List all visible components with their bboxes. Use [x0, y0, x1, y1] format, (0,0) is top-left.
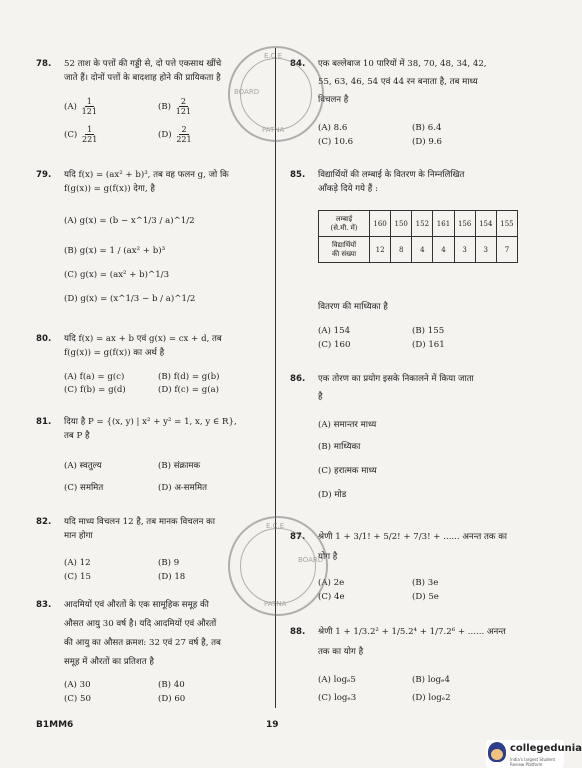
question-number: 79. — [36, 170, 52, 180]
option-b: (B) logₑ4 — [412, 675, 450, 685]
table-row — [319, 211, 518, 237]
question-number: 86. — [290, 374, 306, 384]
table-cell: 161 — [433, 211, 454, 237]
table-row — [319, 237, 518, 263]
table-cell: 150 — [391, 211, 412, 237]
option-a: (A) f(a) = g(c) — [64, 372, 125, 382]
option-a: (A) 12 — [64, 558, 91, 568]
question-number: 87. — [290, 532, 306, 542]
question-text: एक बल्लेबाज 10 पारियों में 38, 70, 48, 34, 42, — [318, 59, 487, 69]
question-text: f(g(x)) = g(f(x)) देगा, है — [64, 184, 155, 194]
option-c: (C) f(b) = g(d) — [64, 385, 126, 395]
option-b: (B) f(d) = g(b) — [158, 372, 220, 382]
question-number: 83. — [36, 600, 52, 610]
table-cell: 152 — [412, 211, 433, 237]
question-text: औसत आयु 30 वर्ष है। यदि आदमियों एवं औरतों — [64, 619, 217, 629]
table-cell: 156 — [454, 211, 475, 237]
question-88 — [290, 625, 520, 710]
option-c: (C) 10.6 — [318, 137, 354, 147]
board-stamp: E.C.E BOARD PATNA — [228, 46, 324, 142]
option-c: (C) 4e — [318, 592, 345, 602]
question-85 — [290, 168, 520, 358]
question-number: 80. — [36, 334, 52, 344]
option-c: (C) $\frac{1}{221}$ — [64, 125, 98, 144]
option-b: (B) 155 — [412, 326, 445, 336]
option-c: (C) logₑ3 — [318, 693, 357, 703]
option-d: (D) g(x) = (x^1/3 − b / a)^1/2 — [64, 294, 196, 304]
board-stamp: E.C.E BOARD PATNA — [228, 516, 328, 616]
question-80 — [36, 332, 272, 402]
question-text: आँकड़े दिये गये हैं : — [318, 184, 378, 194]
option-b: (B) माध्यिका — [318, 442, 361, 452]
option-d: (D) logₑ2 — [412, 693, 451, 703]
question-text: समूह में औरतों का प्रतिशत है — [64, 657, 154, 667]
question-text: है — [318, 392, 323, 402]
table-header: लम्बाई (से.मी. में) — [319, 211, 370, 237]
height-distribution-table — [318, 210, 518, 263]
option-d: (D) f(c) = g(a) — [158, 385, 220, 395]
question-84 — [290, 57, 520, 153]
option-b: (B) 40 — [158, 680, 185, 690]
option-c: (C) सममित — [64, 483, 104, 493]
option-c: (C) 50 — [64, 694, 91, 704]
option-b: (B) g(x) = 1 / (ax² + b)³ — [64, 246, 166, 256]
option-a: (A) स्वतुल्य — [64, 461, 102, 471]
question-text: की आयु का औसत क्रमश: 32 एवं 27 वर्ष है, तब — [64, 638, 221, 648]
table-header: विद्यार्थियों की संख्या — [319, 237, 370, 263]
table-cell: 160 — [370, 211, 391, 237]
collegedunia-logo: collegedunia India's largest Student Review Platform — [486, 740, 564, 768]
option-a: (A) समान्तर माध्य — [318, 420, 377, 430]
option-b: (B) 6.4 — [412, 123, 442, 133]
option-b: (B) 3e — [412, 578, 439, 588]
question-text: आदमियों एवं औरतों के एक सामूहिक समूह की — [64, 600, 209, 610]
table-cell: 155 — [496, 211, 517, 237]
question-text: योग है — [318, 552, 338, 562]
option-d: (D) 18 — [158, 572, 186, 582]
option-d: (D) 5e — [412, 592, 439, 602]
question-number: 88. — [290, 627, 306, 637]
question-number: 85. — [290, 170, 306, 180]
question-81 — [36, 415, 272, 497]
question-number: 78. — [36, 59, 52, 69]
question-text: जाते हैं। दोनों पत्तों के बादशाह होने की प्रायिकता है — [64, 73, 221, 83]
paper-code: B1MM6 — [36, 720, 74, 730]
question-83 — [36, 598, 272, 706]
option-a: (A) g(x) = (b − x^1/3 / a)^1/2 — [64, 216, 195, 226]
question-text: श्रेणी 1 + 3/1! + 5/2! + 7/3! + ...... अनन्त तक का — [318, 532, 508, 542]
option-d: (D) मोड — [318, 490, 347, 500]
question-text: विद्यार्थियों की लम्बाई के वितरण के निम्नलिखित — [318, 170, 465, 180]
table-cell: 8 — [391, 237, 412, 263]
option-b: (B) 9 — [158, 558, 180, 568]
question-text: तब P है — [64, 431, 90, 441]
table-cell: 4 — [412, 237, 433, 263]
option-d: (D) अ-सममित — [158, 483, 208, 493]
question-number: 81. — [36, 417, 52, 427]
option-d: (D) 161 — [412, 340, 445, 350]
question-text: वितरण की माध्यिका है — [318, 302, 388, 312]
question-text: श्रेणी 1 + 1/3.2² + 1/5.2⁴ + 1/7.2⁶ + ...... अनन्त — [318, 627, 506, 637]
question-number: 82. — [36, 517, 52, 527]
option-a: (A) $\frac{1}{121}$ — [64, 97, 97, 116]
question-text: 55, 63, 46, 54 एवं 44 रन बनाता है, तब माध्य — [318, 77, 478, 87]
page-number: 19 — [266, 720, 279, 730]
option-c: (C) हरात्मक माध्य — [318, 466, 377, 476]
option-b: (B) $\frac{2}{121}$ — [158, 97, 192, 116]
question-text: 52 ताश के पत्तों की गड्डी से, दो पत्ते एकसाथ खींचे — [64, 59, 222, 69]
question-text: f(g(x)) = g(f(x)) का अर्थ है — [64, 348, 165, 358]
table-cell: 3 — [475, 237, 496, 263]
option-c: (C) g(x) = (ax² + b)^1/3 — [64, 270, 170, 280]
question-text: तक का योग है — [318, 647, 364, 657]
table-cell: 4 — [433, 237, 454, 263]
option-d: (D) 60 — [158, 694, 186, 704]
option-a: (A) 8.6 — [318, 123, 348, 133]
option-a: (A) logₑ5 — [318, 675, 356, 685]
option-d: (D) $\frac{2}{221}$ — [158, 125, 192, 144]
question-text: यदि माध्य विचलन 12 है, तब मानक विचलन का — [64, 517, 215, 527]
question-number: 84. — [290, 59, 306, 69]
option-a: (A) 2e — [318, 578, 345, 588]
question-text: यदि f(x) = ax + b एवं g(x) = cx + d, तब — [64, 334, 222, 344]
table-cell: 3 — [454, 237, 475, 263]
option-d: (D) 9.6 — [412, 137, 442, 147]
option-a: (A) 154 — [318, 326, 351, 336]
question-text: मान होगा — [64, 531, 93, 541]
question-text: विचलन है — [318, 95, 349, 105]
question-text: दिया है P = {(x, y) | x² + y² = 1, x, y ∈ R}, — [64, 417, 237, 427]
question-text: एक तोरण का प्रयोग इसके निकालने में किया जाता — [318, 374, 474, 384]
table-cell: 154 — [475, 211, 496, 237]
option-c: (C) 15 — [64, 572, 91, 582]
option-c: (C) 160 — [318, 340, 351, 350]
option-a: (A) 30 — [64, 680, 91, 690]
option-b: (B) संक्रामक — [158, 461, 201, 471]
question-86 — [290, 372, 520, 502]
question-79 — [36, 168, 272, 318]
table-cell: 7 — [496, 237, 517, 263]
question-text: यदि f(x) = (ax² + b)³, तब वह फलन g, जो कि — [64, 170, 229, 180]
table-cell: 12 — [370, 237, 391, 263]
